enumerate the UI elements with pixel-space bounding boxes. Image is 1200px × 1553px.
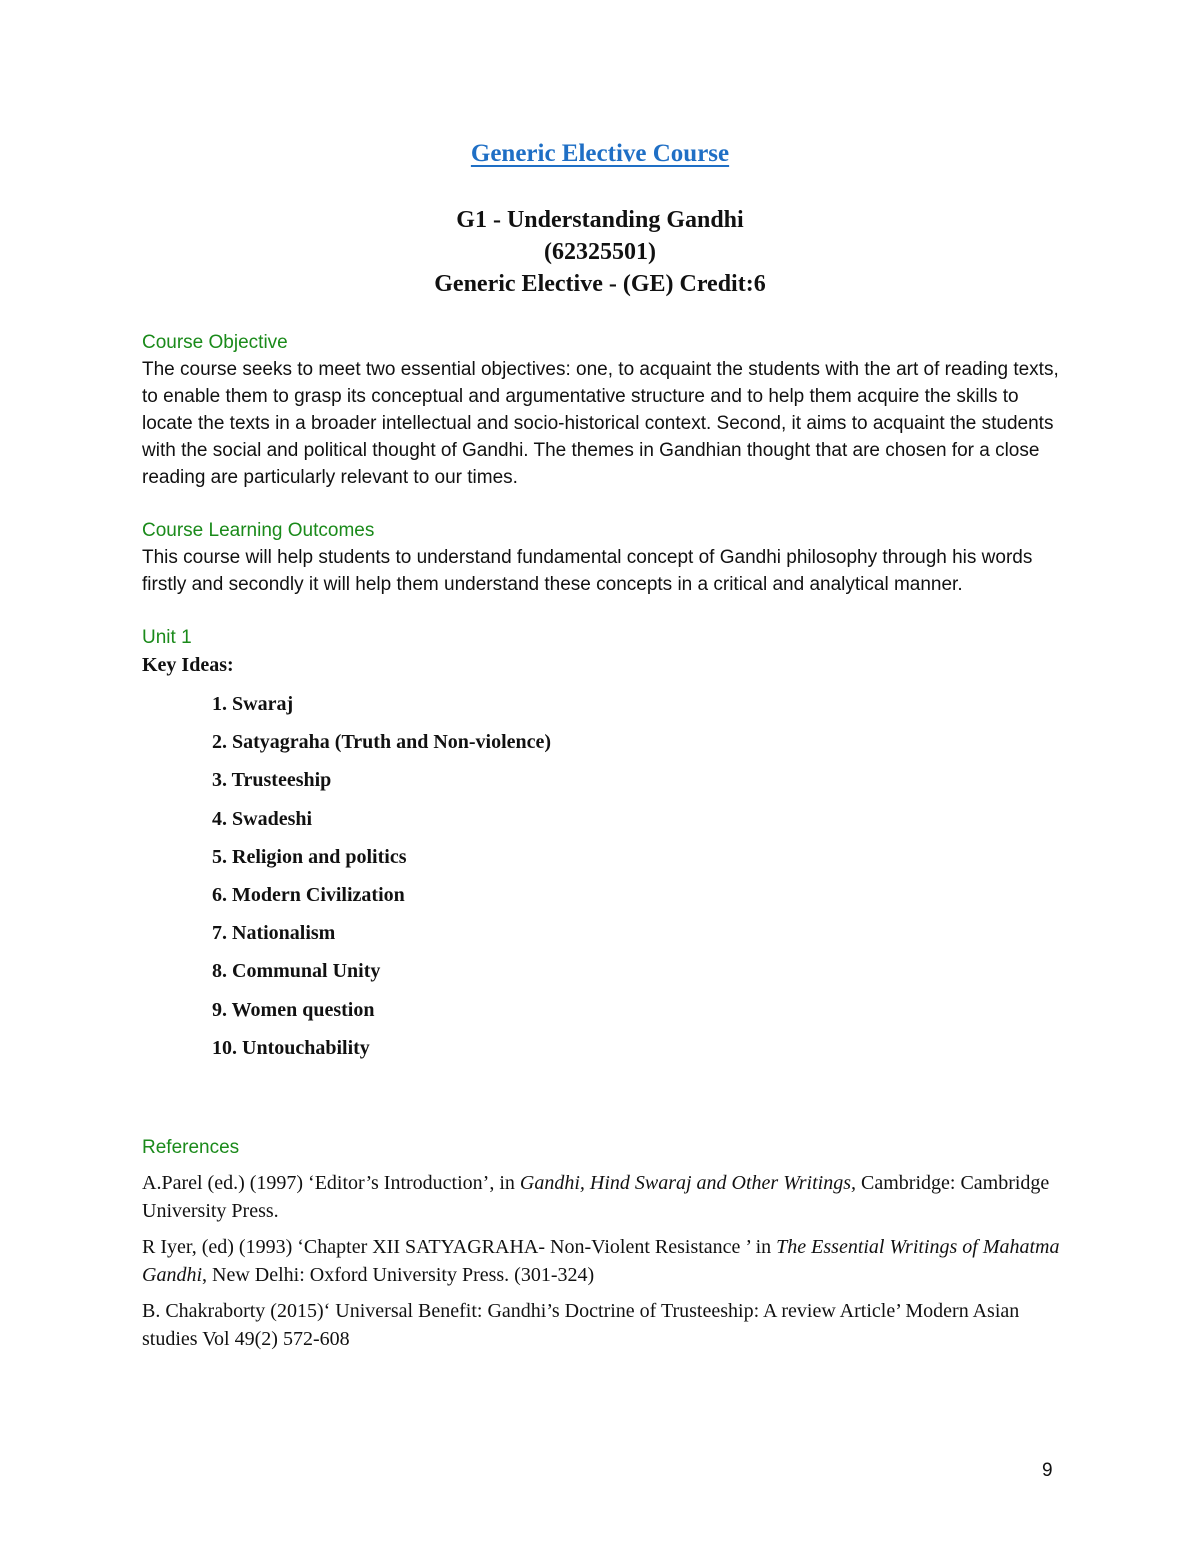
page-number: 9 [1042, 1460, 1053, 1481]
course-title: G1 - Understanding Gandhi [456, 207, 744, 233]
outcomes-heading: Course Learning Outcomes [142, 520, 375, 541]
objective-heading: Course Objective [142, 332, 288, 353]
references-heading: References [142, 1136, 240, 1158]
reference-item [142, 1233, 1062, 1289]
main-content [142, 330, 1062, 1353]
reference-item [142, 1297, 1062, 1353]
course-title-block [0, 204, 1200, 300]
course-credit: Generic Elective - (GE) Credit:6 [434, 271, 766, 297]
reference-text: B. Chakraborty (2015)‘ Universal Benefit: Gandhi’s Doctrine of Trusteeship: A review Article’ Modern Asian studies Vol 49(2) 572-608 [142, 1299, 1020, 1350]
list-item: 5. Religion and politics [212, 845, 407, 868]
objective-text: The course seeks to meet two essential objectives: one, to acquaint the students with the art of reading texts, to enable them to grasp its conceptual and argumentative structure and to help them acquire the skills to locate the texts in a broader intellectual and socio-historical context. Second, it aims to acquaint the students with the social and political thought of Gandhi. The themes in Gandhian thought that are chosen for a close reading are particularly relevant to our times. [142, 359, 1059, 488]
course-code: (62325501) [544, 239, 656, 265]
reference-publisher: Cambridge: Cambridge University Press. [142, 1171, 1050, 1222]
list-item: 10. Untouchability [212, 1036, 370, 1059]
key-ideas-label: Key Ideas: [142, 654, 234, 676]
list-item: 2. Satyagraha (Truth and Non-violence) [212, 731, 552, 754]
reference-item [142, 1169, 1062, 1225]
list-item: 3. Trusteeship [212, 769, 332, 792]
outcomes-text: This course will help students to understand fundamental concept of Gandhi philosophy through his words firstly and secondly it will help them understand these concepts in a critical and analytical manner. [142, 547, 1033, 595]
main-heading-text: Generic Elective Course [470, 140, 730, 167]
list-item: 1. Swaraj [212, 693, 294, 715]
reference-text: R Iyer, (ed) (1993) ‘Chapter XII SATYAGRAHA- Non-Violent Resistance ’ in [142, 1235, 777, 1258]
list-item: 9. Women question [212, 998, 375, 1021]
list-item: 8. Communal Unity [212, 960, 381, 983]
list-item: 6. Modern Civilization [212, 883, 405, 906]
unit-heading: Unit 1 [142, 627, 192, 648]
reference-title: The Essential Writings of Mahatma Gandhi [142, 1235, 1060, 1286]
list-item: 7. Nationalism [212, 922, 336, 945]
reference-text: A.Parel (ed.) (1997) ‘Editor’s Introduction’, in [142, 1171, 520, 1194]
key-ideas-list [142, 685, 1062, 1067]
main-heading [0, 140, 1200, 168]
list-item: 4. Swadeshi [212, 807, 313, 830]
reference-title: Gandhi, Hind Swaraj and Other Writings, [519, 1171, 857, 1194]
reference-publisher: , New Delhi: Oxford University Press. (301-324) [202, 1263, 595, 1286]
